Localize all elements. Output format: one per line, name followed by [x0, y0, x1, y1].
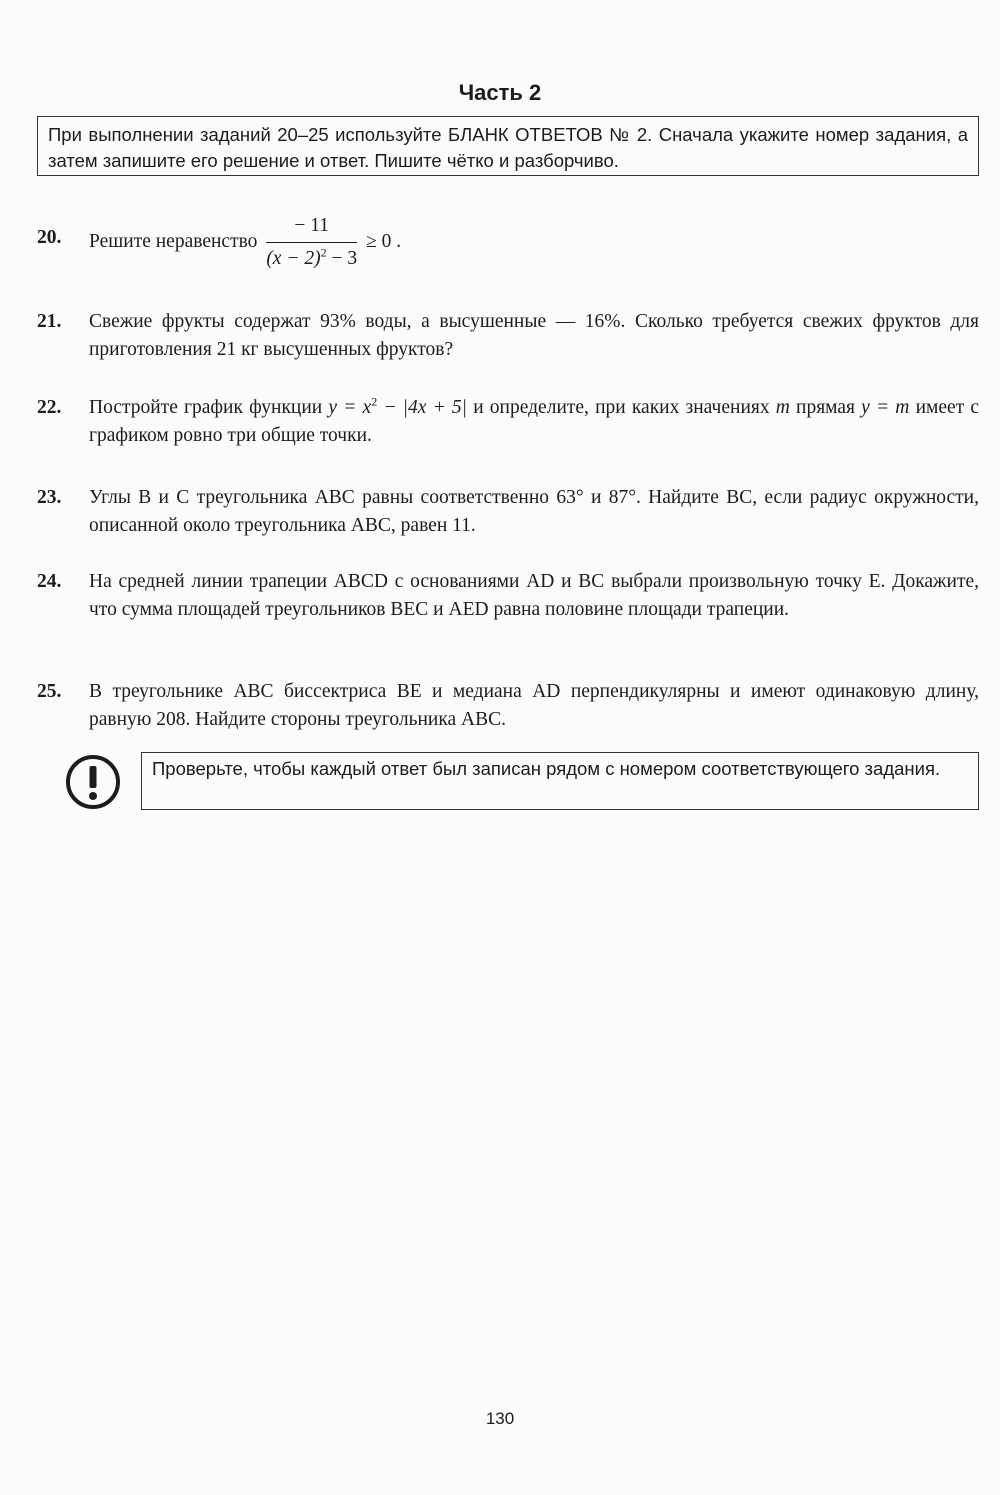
inequality-fraction	[266, 212, 357, 273]
notice-box: Проверьте, чтобы каждый ответ был записан рядом с номером соответствующего задания.	[141, 752, 979, 810]
inequality-relation: ≥ 0 .	[366, 230, 402, 252]
task-body	[89, 212, 979, 273]
task-text: Постройте график функции $y = x^2 - |4x + 5|$ и определите, при каких значениях m прямая y = m имеет с графиком ровно три общие точки.	[89, 394, 979, 446]
instructions-box: При выполнении заданий 20–25 используйте БЛАНК ОТВЕТОВ № 2. Сначала укажите номер задания, а затем запишите его решение и ответ. Пишите чётко и разборчиво.	[37, 116, 979, 176]
task-number: 23.	[37, 487, 62, 508]
task-20	[37, 212, 979, 273]
task-25	[37, 678, 979, 734]
task-number: 21.	[37, 311, 62, 332]
page-number: 130	[485, 1409, 515, 1428]
task-22	[37, 394, 979, 450]
task-number: 22.	[37, 397, 62, 418]
task-text: Свежие фрукты содержат 93% воды, а высушенные — 16%. Сколько требуется свежих фруктов для приготовления 21 кг высушенных фруктов?	[89, 311, 979, 360]
exclamation-circle-icon	[64, 753, 122, 811]
fraction-denominator: $(x - 2)^2 - 3$	[266, 245, 358, 269]
task-text: Углы B и C треугольника ABC равны соответственно 63° и 87°. Найдите BC, если радиус окружности, описанной около треугольника ABC, равен 11.	[89, 487, 979, 536]
task-text: Решите неравенство	[89, 230, 258, 252]
part-title: Часть 2	[458, 80, 542, 105]
fraction-numerator: − 11	[266, 212, 357, 243]
task-text: На средней линии трапеции ABCD с основаниями AD и BC выбрали произвольную точку E. Докажите, что сумма площадей треугольников BEC и AED равна половине площади трапеции.	[89, 571, 979, 620]
task-21	[37, 308, 979, 364]
task-number: 20.	[37, 227, 62, 248]
task-number: 24.	[37, 571, 62, 592]
task-23	[37, 484, 979, 540]
task-number: 25.	[37, 681, 62, 702]
task-24	[37, 568, 979, 624]
task-text: В треугольнике ABC биссектриса BE и медиана AD перпендикулярны и имеют одинаковую длину, равную 208. Найдите стороны треугольника ABC.	[89, 681, 979, 730]
